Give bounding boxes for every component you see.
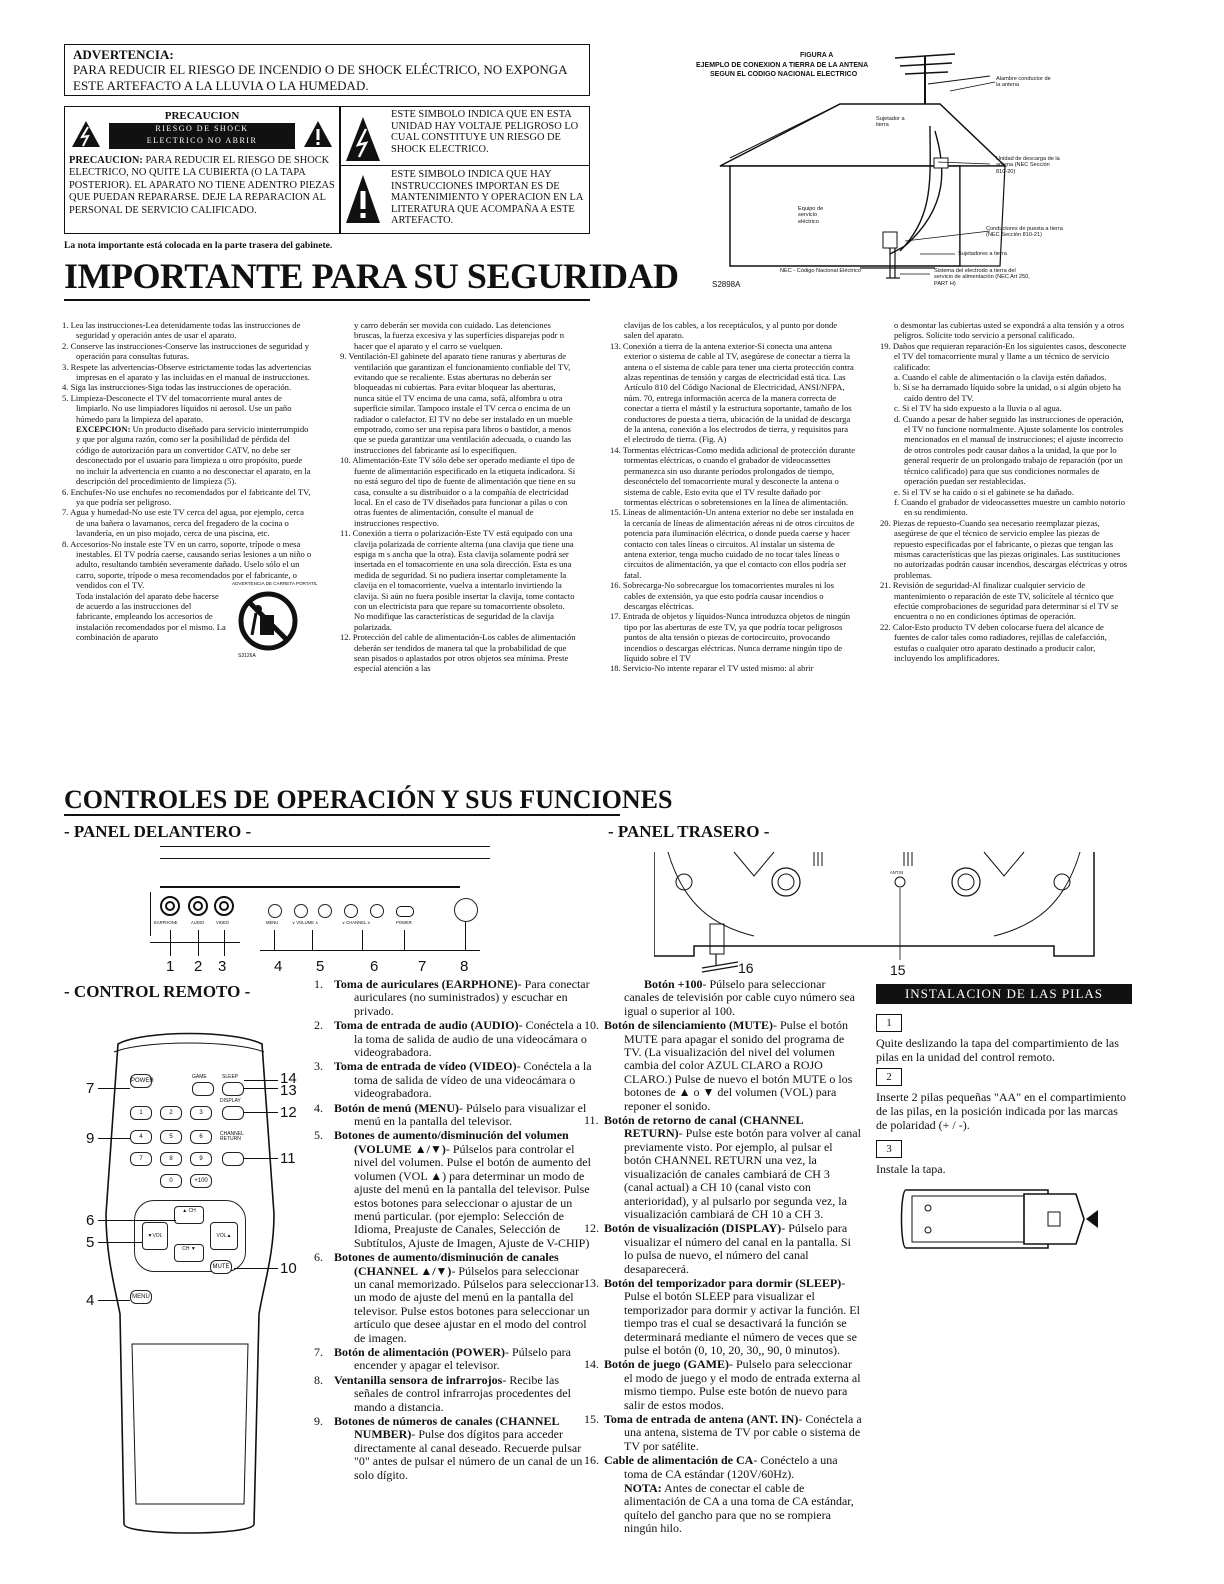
function-item: 11.Botón de retorno de canal (CHANNEL RETURN)- Pulse este botón para volver al canal previamente visto. Por ejemplo, al pulsar el botón CHANNEL RETURN una vez, la visualización de canales cambiará de CH 3 (canal actual) a CH 10 (canal visto con anterioridad), y al pulsarlo por segunda vez, la visualización cambiará de CH 10 a CH 3. xyxy=(584,1113,861,1221)
safety-item: 4. Siga las instrucciones-Siga todas las instrucciones de operación. xyxy=(62,382,292,393)
remote-button-0[interactable]: 0 xyxy=(160,1174,182,1188)
remote-callout-9: 9 xyxy=(86,1130,95,1147)
remote-button-5[interactable]: 5 xyxy=(160,1130,182,1144)
safety-item: clavijas de los cables, a los receptáculos, y al punto por donde salen del aparato. xyxy=(624,320,838,341)
function-item: 16.Cable de alimentación de CA- Conéctelo a una toma de CA estándar (120V/60Hz). xyxy=(584,1453,838,1481)
symbols-box xyxy=(340,106,590,234)
battery-step2-text: Inserte 2 pilas pequeñas "AA" en el compartimiento de las pilas, en la posición indicada por las marcas de polaridad (+ / -). xyxy=(876,1090,1127,1132)
remote-display-button[interactable] xyxy=(222,1106,244,1120)
safety-item: 17. Entrada de objetos y líquidos-Nunca introduzca objetos de ningún tipo por las aberturas de este TV, ya que podría tocar peligrosos puntos de alta tensión o piezas de cortocircuito, provocando incendios o descargas eléctricas. Nunca derrame ningún tipo de líquido sobre el TV xyxy=(610,611,851,663)
function-name: Cable de alimentación de CA xyxy=(604,1453,754,1468)
front-label-volume: ∨ VOLUME ∧ xyxy=(292,920,319,925)
function-desc: - Pulse el botón MUTE para apagar el sonido del programa de TV. (La visualización del nivel del volumen cambia del color AZUL CLARO a ROJO CLARO.) Pulse de nuevo el botón MUTE o los botones de ▲ o ▼ del volumen (VOL) para reponer el sonido. xyxy=(624,1018,853,1113)
audio-jack[interactable] xyxy=(188,896,208,916)
front-panel-title: - PANEL DELANTERO - xyxy=(64,822,252,841)
remote-button-7[interactable]: 7 xyxy=(130,1152,152,1166)
function-name: Toma de entrada de vídeo (VIDEO) xyxy=(334,1059,517,1074)
volume-down-button[interactable] xyxy=(294,904,308,918)
figure-a-title1: EJEMPLO DE CONEXION A TIERRA DE LA ANTENA xyxy=(696,62,869,69)
functions-col1 xyxy=(314,977,592,1483)
function-item: 15.Toma de entrada de antena (ANT. IN)- Conéctela a una antena, sistema de TV por cable o sistema de TV por satélite. xyxy=(584,1412,862,1453)
safety-item: 20. Piezas de repuesto-Cuando sea necesario reemplazar piezas, asegúrese de que el técnico de servicio emplee las piezas de repuesto especificadas por el fabricante, o piezas que tengan las mismas características que las piezas originales. Las sustituciones no autorizadas podrán causar incendios, descargas eléctricas y otros problemas. xyxy=(880,517,1127,580)
safety-item: 19. Daños que requieran reparación-En los siguientes casos, desconecte el TV del tomacorriente mural y llame a un técnico de servicio calificado: xyxy=(880,340,1127,372)
caution-banner xyxy=(109,123,295,149)
function-desc: - Conéctela a una antena, sistema de TV por cable o sistema de TV por satélite. xyxy=(624,1412,862,1453)
function-item: 4.Botón de menú (MENU)- Púlselo para visualizar el menú en la pantalla del televisor. xyxy=(314,1100,587,1129)
function-name: Botón de visualización (DISPLAY) xyxy=(604,1221,782,1236)
function-desc: - Pulselo para seleccionar el modo de juego y el modo de entrada externa al mismo tiempo. Pulse este botón de nuevo para salir de estos modos. xyxy=(624,1357,861,1412)
safety-item: 16. Sobrecarga-No sobrecargue los tomacorrientes murales ni los cables de extensión, ya que esto podría causar incendios o descargas eléctricas. xyxy=(610,580,835,611)
safety-item: 1. Lea las instrucciones-Lea detenidamente todas las instrucciones de seguridad y operación antes de usar el aparato. xyxy=(62,320,301,341)
safety-item: 12. Protección del cable de alimentación-Los cables de alimentación deberán ser tendidos de manera tal que la probabilidad de que sean pisados o aplastados por otros objetos sea mínima. Preste especial atención a las xyxy=(340,632,576,674)
function-desc: - Púlselo para visualizar el menú en la pantalla del televisor. xyxy=(354,1100,587,1129)
remote-outline xyxy=(84,1024,314,1544)
symbol2-text: ESTE SIMBOLO INDICA QUE HAY INSTRUCCIONES IMPORTAN ES DE MANTENIMIENTO Y OPERACION EN LA LITERATURA QUE ACOMPAÑA A ESTE ARTEFACTO. xyxy=(391,169,583,227)
battery-cover-illustration xyxy=(898,1186,1132,1257)
warning-title: ADVERTENCIA: xyxy=(73,47,174,62)
front-label-channel: ∨ CHANNEL ∧ xyxy=(342,920,371,925)
battery-step1-text: Quite deslizando la tapa del compartimiento de las pilas en la unidad del control remoto. xyxy=(876,1036,1119,1064)
rear-panel-drawing xyxy=(654,846,1114,982)
safety-item: 5. Limpieza-Desconecte el TV del tomacorriente mural antes de limpiarlo. No use limpiadores líquidos ni aerosol. Use un paño húmedo para la limpieza del aparato. xyxy=(62,392,292,424)
function-desc: - Púlselo para seleccionar canales de televisión por cable cuyo número sea igual o superior al 100. xyxy=(624,977,855,1018)
function-name: Toma de entrada de antena (ANT. IN) xyxy=(604,1412,799,1426)
ir-sensor-window xyxy=(454,898,478,922)
safety-col1c: Toda instalación del aparato debe hacerse de acuerdo a las instrucciones del fabricante, empleando los accesorios de instalación recomendados por el mismo. La combinación de aparato xyxy=(76,590,226,643)
exception-text: Un producto diseñado para servicio ininterrumpido y que por alguna razón, como ser la posibilidad de pérdida del código de autorización para un convertidor CATV, no debe ser desconectado por el usuario para limpieza u otro propósito, puede no incluir la advertencia en cuanto a no desconectar el aparato, en la descripción del procedimiento de limpieza (5). xyxy=(76,424,311,487)
channel-down-button[interactable] xyxy=(344,904,358,918)
label-unidad: Unidad de descarga de la antena (NEC Sección 810-20) xyxy=(996,156,1060,175)
safety-item: 6. Enchufes-No use enchufes no recomendados por el fabricante del TV, ya que podría ser peligroso. xyxy=(62,486,311,507)
lightning-symbol-icon xyxy=(345,115,381,168)
safety-rule xyxy=(64,299,590,301)
lightning-icon xyxy=(71,120,101,153)
front-number-3: 3 xyxy=(218,958,227,975)
function-name: Botón de retorno de canal (CHANNEL RETURN) xyxy=(604,1113,803,1141)
safety-col1 xyxy=(62,320,318,659)
video-jack[interactable] xyxy=(214,896,234,916)
caution-body-bold: PRECAUCION: xyxy=(69,155,143,166)
safety-item: 2. Conserve las instrucciones-Conserve las instrucciones de seguridad y operación para consultas futuras. xyxy=(62,340,310,362)
rear-number-15: 15 xyxy=(890,962,906,978)
cart-code: S3126A xyxy=(238,652,256,659)
function-item: 13.Botón del temporizador para dormir (SLEEP)- Pulse el botón SLEEP para visualizar el temporizador para dormir y activar la función. El tiempo tras el cual se desactivará la función se determinará mediante el número de veces que se pulse el botón (0, 10, 20, 30,, 90, 0 minutos). xyxy=(584,1275,860,1357)
label-sistema: Sistema del electrodo a tierra del servicio de alimentación (NEC Art 250, PART H) xyxy=(934,268,1030,287)
exclamation-icon xyxy=(303,120,333,153)
rear-antin-label: ANT.IN xyxy=(890,870,904,875)
remote-callout-10: 10 xyxy=(280,1260,297,1277)
function-name: Botón del temporizador para dormir (SLEEP) xyxy=(604,1275,842,1290)
remote-callout-6: 6 xyxy=(86,1212,95,1229)
function-name: Toma de entrada de audio (AUDIO) xyxy=(334,1018,519,1033)
function-item: 8.Ventanilla sensora de infrarrojos- Recibe las señales de control infrarrojas procedentes del mando a distancia. xyxy=(314,1372,571,1414)
remote-vol-up-button[interactable]: VOL▲ xyxy=(210,1222,238,1250)
front-number-7: 7 xyxy=(418,958,427,975)
remote-display-label: DISPLAY xyxy=(220,1098,241,1104)
safety-item: 10. Alimentación-Este TV sólo debe ser operado mediante el tipo de fuente de alimentación especificado en la etiqueta indicadora. Si no está seguro del tipo de fuente de alimentación que tiene en su casa, consulte a su distribuidor o a la compañía de electricidad local. En el caso de TV diseñados para funcionar a pilas o con otras fuentes de alimentación, consulte el manual de instrucciones respectivo. xyxy=(340,455,576,528)
safety-item: c. Si el TV ha sido expuesto a la lluvia o al agua. xyxy=(894,403,1062,414)
remote-game-button[interactable] xyxy=(192,1082,214,1096)
exclamation-symbol-icon xyxy=(345,173,381,230)
function-item: 7.Botón de alimentación (POWER)- Púlselo para encender y apagar el televisor. xyxy=(314,1344,571,1373)
remote-button-4[interactable]: 4 xyxy=(130,1130,152,1144)
caution-box xyxy=(64,106,340,234)
caution-body xyxy=(69,155,335,217)
safety-item: 18. Servicio-No intente reparar el TV usted mismo: al abrir xyxy=(610,663,814,674)
function-item: 1.Toma de auriculares (EARPHONE)- Para conectar auriculares (no suministrados) y escuchar en privado. xyxy=(314,977,590,1018)
battery-step1-box: 1 xyxy=(876,1014,902,1032)
function-name: Botones de números de canales (CHANNEL NUMBER) xyxy=(334,1414,559,1442)
front-panel-diagram xyxy=(140,846,500,976)
safety-item: 14. Tormentas eléctricas-Como medida adicional de protección durante tormentas eléctricas, o cuando el grabador de videocassettes permanezca sin uso durante períodos prolongados de tiempo, desconéctelo del tomacorriente mural y desconecte la antena o sistema de cable. Esto evita que el TV resulte dañado por tormentas eléctricas o sobretensiones en la línea de alimentación. xyxy=(610,444,856,507)
function-desc: - Pulse dos dígitos para acceder directamente al canal deseado. Recuerde pulsar "0" antes de pulsar el número de un canal de un solo dígito. xyxy=(354,1427,583,1482)
function-desc: - Púlselo para visualizar el número del canal en la pantalla. Si lo pulsa de nuevo, el número del canal desaparecerá. xyxy=(624,1221,851,1276)
function-name: Botón +100 xyxy=(644,977,703,991)
function-item: 14.Botón de juego (GAME)- Pulselo para seleccionar el modo de juego y el modo de entrada externa al mismo tiempo. Pulse este botón de nuevo para salir de estos modos. xyxy=(584,1357,861,1412)
remote-vol-down-button[interactable]: ▼VOL xyxy=(142,1222,168,1250)
safety-item: b. Si se ha derramado líquido sobre la unidad, o si algún objeto ha caído dentro del TV. xyxy=(894,382,1121,403)
remote-power-button[interactable]: POWER xyxy=(130,1074,152,1088)
front-label-audio: AUDIO xyxy=(191,920,205,925)
remote-callout-12: 12 xyxy=(280,1104,297,1121)
safety-item: 22. Calor-Esto producto TV deben colocarse fuera del alcance de fuentes de calor tales como radiadores, rejillas de calefacción, estufas o cualquier otro aparato destinado a producir calor, incluyendo los amplificadores. xyxy=(880,621,1107,663)
battery-step3-box: 3 xyxy=(876,1140,902,1158)
remote-title: - CONTROL REMOTO - xyxy=(64,982,251,1001)
remote-channel-return-label: CHANNEL RETURN xyxy=(220,1131,244,1143)
front-label-video: VIDEO xyxy=(216,920,230,925)
function-desc: - Para conectar auriculares (no suministrados) y escuchar en privado. xyxy=(354,977,590,1018)
front-label-earphone: EARPHONE xyxy=(154,920,178,925)
figure-a xyxy=(690,46,1063,296)
remote-menu-button[interactable]: MENU xyxy=(130,1290,152,1304)
function-desc: - Pulse este botón para volver al canal previamente visto. Por ejemplo, al pulsar el botón CHANNEL RETURN una vez, la visualización de canales cambiará de CH 3 (canal actual) a CH 10 (canal visto con anterioridad), y al pulsarlo por segunda vez, la visualización cambiará de CH 10 a CH 3. xyxy=(624,1126,861,1221)
safety-col3 xyxy=(610,320,856,674)
banner-line1: RIESGO DE SHOCK xyxy=(155,124,249,133)
label-alambre: Alambre conductor de la antena xyxy=(996,76,1051,89)
function-name: Botón de silenciamiento (MUTE) xyxy=(604,1018,773,1033)
earphone-jack[interactable] xyxy=(160,896,180,916)
label-sujetadores: Sujetadores a tierra xyxy=(958,251,1007,257)
function-name: Botones de aumento/disminución de canales (CHANNEL ▲/▼) xyxy=(334,1250,559,1278)
power-button[interactable] xyxy=(396,906,414,917)
figure-a-code: S2898A xyxy=(712,280,741,289)
safety-item: o desmontar las cubiertas usted se expondrá a alta tensión y a otros peligros. Solicite todo servicio a personal calificado. xyxy=(894,320,1125,341)
remote-callout-11: 11 xyxy=(280,1150,296,1167)
symbol1-text: ESTE SIMBOLO INDICA QUE EN ESTA UNIDAD HAY VOLTAJE PELIGROSO LO CUAL CONSTITUYE UN RIESGO DE SHOCK ELECTRICO. xyxy=(391,109,579,155)
functions-col2 xyxy=(584,977,862,1537)
front-label-power: POWER xyxy=(396,920,412,925)
banner-line2: ELECTRICO NO ABRIR xyxy=(146,136,258,145)
battery-step3-text: Instale la tapa. xyxy=(876,1162,946,1176)
function-name: Toma de auriculares (EARPHONE) xyxy=(334,977,518,991)
function-item: 10.Botón de silenciamiento (MUTE)- Pulse el botón MUTE para apagar el sonido del programa de TV. (La visualización del nivel del volumen cambia del color AZUL CLARO a ROJO CLARO.) Pulse de nuevo el botón MUTE o los botones de ▲ o ▼ del volumen (VOL) para reponer el sonido. xyxy=(584,1018,853,1113)
safety-item: 11. Conexión a tierra o polarización-Este TV está equipado con una clavija polarizada de corriente alterna (una clavija que tiene una espiga m s ancha que la otra). Esta clavija solamente podrá ser insertada en el tomacorriente en una sola dirección. Esta es una medida de seguridad. Si no pudiera insertar completamente la clavija en el tomacorriente, vuelva a intentarlo invirtiendo la clavija. Si aún no fuera posible insertar la clavija, tome contacto con un electricista para que repare su tomacorriente obsoleto. No modifique las características de seguridad de la clavija polarizada. xyxy=(340,528,575,632)
function-name: Botón de juego (GAME) xyxy=(604,1357,729,1372)
safety-item: 7. Agua y humedad-No use este TV cerca del agua, por ejemplo, cerca de una bañera o lavamanos, cerca del fregadero de la cocina o lavandería, en un piso mojado, cerca de una piscina, etc. xyxy=(62,507,304,539)
volume-up-button[interactable] xyxy=(318,904,332,918)
function-item: 9.Botones de números de canales (CHANNEL NUMBER)- Pulse dos dígitos para acceder directamente al canal deseado. Recuerde pulsar "0" antes de pulsar el número de un canal de un solo dígito. xyxy=(314,1414,583,1482)
remote-button-100[interactable]: +100 xyxy=(190,1174,212,1188)
remote-sleep-button[interactable] xyxy=(222,1082,244,1096)
function-name: Botón de menú (MENU) xyxy=(334,1100,459,1115)
function-desc: - Púlselos para controlar el nivel del volumen. Pulse el botón de aumento del volumen (VOL ▲) para determinar un modo de ajuste del menú en la pantalla del televisor. Pulse estos botones para seleccionar o ajustar de un menú particular. (por ejemplo: Selección de Idioma, Preajuste de Canales, Selección de Subtítulos, Ajuste de Imagen, Ajuste de V-CHIP) xyxy=(354,1141,591,1250)
remote-button-2[interactable]: 2 xyxy=(160,1106,182,1120)
remote-button-1[interactable]: 1 xyxy=(130,1106,152,1120)
label-conductores: Conductores de puesta a tierra (NEC Sección 810-21) xyxy=(986,226,1063,239)
remote-callout-5: 5 xyxy=(86,1234,95,1251)
safety-title: IMPORTANTE PARA SU SEGURIDAD xyxy=(64,256,679,296)
warning-box xyxy=(64,44,590,96)
label-sujetador: Sujetador a tierra xyxy=(876,116,905,129)
function-desc: - Conéctelo a una toma de CA estándar (120V/60Hz). xyxy=(624,1453,838,1481)
function-item xyxy=(604,978,862,1018)
label-nec: NEC - Código Nacional Eléctrico xyxy=(780,268,861,274)
function-name: Botón de alimentación (POWER) xyxy=(334,1344,505,1359)
front-number-1: 1 xyxy=(166,958,175,975)
safety-item: y carro deberán ser movida con cuidado. Las detenciones bruscas, la fuerza excesiva y las superficies disparejas podr n hacer que el aparato y el carro se vuelquen. xyxy=(354,320,564,351)
symbols-divider xyxy=(341,165,589,166)
front-label-menu: MENU xyxy=(266,920,279,925)
controls-rule xyxy=(64,814,620,816)
front-number-8: 8 xyxy=(460,958,469,975)
function-item: 12.Botón de visualización (DISPLAY)- Púlselo para visualizar el número del canal en la pantalla. Si lo pulsa de nuevo, el número del canal desaparecerá. xyxy=(584,1221,851,1276)
front-number-2: 2 xyxy=(194,958,203,975)
function-item: 6.Botones de aumento/disminución de canales (CHANNEL ▲/▼)- Púlselos para seleccionar un canal memorizado. Púlselos para seleccionar un modo de ajuste del menú en la pantalla del televisor. Pulse estos botones para seleccionar un artículo que desee ajustar en el modo del control de imagen. xyxy=(314,1250,590,1345)
safety-item: d. Cuando a pesar de haber seguido las instrucciones de operación, el TV no funcione normalmente. Ajuste solamente los controles mencionados en el manual de instrucciones; el ajuste incorrecto de otros controles podr causar daños a la unidad, la que por lo general requerir de un prolongado trabajo de reparación (por un técnico calificado) para que sus condiciones normales de operación puedan ser restablecidas. xyxy=(894,413,1124,487)
battery-title: INSTALACION DE LAS PILAS xyxy=(876,984,1132,1004)
function-item: 2.Toma de entrada de audio (AUDIO)- Conéctela a la toma de salida de audio de una videocámara o videograbadora. xyxy=(314,1018,587,1060)
function-name: Ventanilla sensora de infrarrojos xyxy=(334,1372,503,1387)
figure-a-label: FIGURA A xyxy=(800,52,834,59)
remote-ch-down-button[interactable]: CH ▼ xyxy=(174,1244,204,1262)
remote-mute-button[interactable]: MUTE xyxy=(210,1260,232,1274)
safety-col2 xyxy=(340,320,576,674)
rear-panel-title: - PANEL TRASERO - xyxy=(608,822,770,841)
caution-body-text: PARA REDUCIR EL RIESGO DE SHOCK ELECTRICO, NO QUITE LA CUBIERTA (O LA TAPA POSTERIOR). EL APARATO NO TIENE ADENTRO PIEZAS QUE PUEDAN REPARARSE. DEJE LA REPARACION AL PERSONAL DE SERVICIO CALIFICADO. xyxy=(69,155,335,216)
safety-item: 8. Accesorios-No instale este TV en un carro, soporte, trípode o mesa inestables. El TV podría caerse, causando serias lesiones a un niño o adulto, resultando también severamente dañado. Uselo sólo el un carro, soporte, trípode o mesa recomendados por el fabricante, o vendidos con el TV. xyxy=(62,538,312,591)
safety-col4 xyxy=(880,320,1128,663)
controls-title: CONTROLES DE OPERACIÓN Y SUS FUNCIONES xyxy=(64,785,673,814)
rear-panel-diagram xyxy=(654,846,1114,982)
remote-callout-13: 13 xyxy=(280,1082,297,1099)
front-number-5: 5 xyxy=(316,958,325,975)
function-desc: - Conéctela a la toma de salida de vídeo de una videocámara o videograbadora. xyxy=(354,1059,592,1101)
function-desc: - Pulse el botón SLEEP para visualizar el temporizador para dormir y activar la función. El tiempo tras el cual se desactivará la función se determinará mediante el número de veces que se pulse el botón (0, 10, 20, 30,, 90, 0 minutos). xyxy=(624,1275,860,1357)
safety-item: a. Cuando el cable de alimentación o la clavija estén dañados. xyxy=(894,372,1107,383)
function-desc: - Púlselos para seleccionar un canal memorizado. Púlselos para seleccionar un modo de ajuste del menú en la pantalla del televisor. Pulse estos botones para seleccionar un artículo que desee ajustar en el modo del control de imagen. xyxy=(354,1263,590,1345)
cart-warning-icon xyxy=(238,591,298,653)
functions-note-text: Antes de conectar el cable de alimentación de CA a una toma de CA estándar, quítelo del gancho para que no se rompiera ningún hilo. xyxy=(624,1481,854,1536)
remote-control-diagram xyxy=(84,1024,314,1544)
safety-item: 3. Respete las advertencias-Observe estrictamente todas las advertencias impresas en el aparato y las incluidas en el manual de instrucciones. xyxy=(62,361,312,383)
remote-button-6[interactable]: 6 xyxy=(190,1130,212,1144)
remote-game-label: GAME xyxy=(192,1074,207,1080)
function-desc: - Recibe las señales de control infrarrojas procedentes del mando a distancia. xyxy=(354,1372,571,1414)
safety-item: f. Cuando el grabador de videocassettes muestre un cambio notorio en su rendimiento. xyxy=(894,496,1126,518)
remote-button-3[interactable]: 3 xyxy=(190,1106,212,1120)
caution-title: PRECAUCION xyxy=(164,110,240,122)
remote-callout-7: 7 xyxy=(86,1080,95,1097)
exception-bold: EXCEPCION: xyxy=(76,424,131,435)
safety-item: 9. Ventilación-El gabinete del aparato tiene ranuras y aberturas de ventilación que garantizan el funcionamiento confiable del TV, evitando que se recaliente. Estas aberturas no deberán ser bloqueadas ni cubiertas. Para evitar bloquear las aberturas, nunca sitúe el TV encima de una cama, sofá, alfombra u otra superficie similar. Tampoco instale el TV cerca o encima de un radiador o calefactor. El TV no debe ser instalado en un mueble empotrado, como ser una repisa para libros o bastidor, a menos que se pueda garantizar una ventilación adecuada, o cuando las instrucciones del fabricante así lo especifiquen. xyxy=(340,351,573,455)
function-item: 3.Toma de entrada de vídeo (VIDEO)- Conéctela a la toma de salida de vídeo de una videocámara o videograbadora. xyxy=(314,1059,592,1101)
remote-sleep-label: SLEEP xyxy=(222,1074,239,1080)
function-name: Botones de aumento/disminución del volumen (VOLUME ▲/▼) xyxy=(334,1128,569,1156)
cart-label: ADVERTENCIA DE CARRETA PORTATIL xyxy=(232,580,318,586)
remote-callout-4: 4 xyxy=(86,1292,95,1309)
remote-button-8[interactable]: 8 xyxy=(160,1152,182,1166)
function-item: 5.Botones de aumento/disminución del volumen (VOLUME ▲/▼)- Púlselos para controlar el nivel del volumen. Pulse el botón de aumento del volumen (VOL ▲) para determinar un modo de ajuste del menú en la pantalla del televisor. Pulse estos botones para seleccionar o ajustar de un menú particular. (por ejemplo: Selección de Idioma, Preajuste de Canales, Selección de Subtítulos, Ajuste de Imagen, Ajuste de V-CHIP) xyxy=(314,1128,591,1250)
safety-item: e. Si el TV se ha caído o si el gabinete se ha dañado. xyxy=(894,486,1074,497)
remote-callout-14: 14 xyxy=(280,1070,297,1087)
figure-a-title2: SEGUN EL CODIGO NACIONAL ELECTRICO xyxy=(710,71,858,78)
caution-note: La nota importante está colocada en la parte trasera del gabinete. xyxy=(64,240,333,251)
front-number-4: 4 xyxy=(274,958,283,975)
function-desc: - Púlselo para encender y apagar el televisor. xyxy=(354,1344,571,1373)
battery-step2-box: 2 xyxy=(876,1068,902,1086)
label-equipo: Equipo de servicio eléctrico xyxy=(798,206,824,225)
safety-item: 13. Conexión a tierra de la antena exterior-Si conecta una antena exterior o sistema de cable al TV, asegúrese de conectar a tierra la antena o el sistema de cable para tener una cierta protección contra alzas repentinas de tensión y cargas de electricidad está tica. Las Artículo 810 del Código Nacional de Electricidad, ANSI/NFPA, núm. 70, entrega información acerca de la manera correcta de conectar a tierra el mástil y la estructura soportante, tamaño de los conductores de puesta a tierra, ubicación de la unidad de descarga de la antena, conexión a los electrodos de tierra, y requisitos para el electrodo de tierra. (Fig. A) xyxy=(610,340,854,445)
functions-note-bold: NOTA: xyxy=(624,1481,662,1496)
menu-button[interactable] xyxy=(268,904,282,918)
battery-section xyxy=(876,984,1132,1257)
function-desc: - Conéctela a la toma de salida de audio de una videocámara o videograbadora. xyxy=(354,1018,587,1060)
front-number-6: 6 xyxy=(370,958,379,975)
rear-number-16: 16 xyxy=(738,960,754,976)
remote-button-9[interactable]: 9 xyxy=(190,1152,212,1166)
safety-item: 15. Líneas de alimentación-Un antena exterior no debe ser instalada en la cercanía de líneas de alimentación aéreas ni de otros circuitos de potencia para iluminación eléctrica, o donde pueda caerse y hacer contacto con tales líneas o circuitos. Al instalar un sistema de antena exterior, tenga mucho cuidado de no tocar tales líneas o circuitos de alimentación, ya que el contacto con ellos podría ser fatal. xyxy=(610,507,855,580)
channel-up-button[interactable] xyxy=(370,904,384,918)
warning-text: PARA REDUCIR EL RIESGO DE INCENDIO O DE SHOCK ELÉCTRICO, NO EXPONGA ESTE ARTEFACTO A LA LLUVIA O LA HUMEDAD. xyxy=(73,62,567,93)
remote-ch-up-button[interactable]: ▲ CH xyxy=(174,1206,204,1224)
remote-channel-return-button[interactable] xyxy=(222,1152,244,1166)
safety-item: 21. Revisión de seguridad-Al finalizar cualquier servicio de mantenimiento o reparación de este TV, solicítele al técnico que efectúe comprobaciones de seguridad para determinar si el TV se encuentra o no en condiciones óptimas de operación. xyxy=(880,580,1119,622)
